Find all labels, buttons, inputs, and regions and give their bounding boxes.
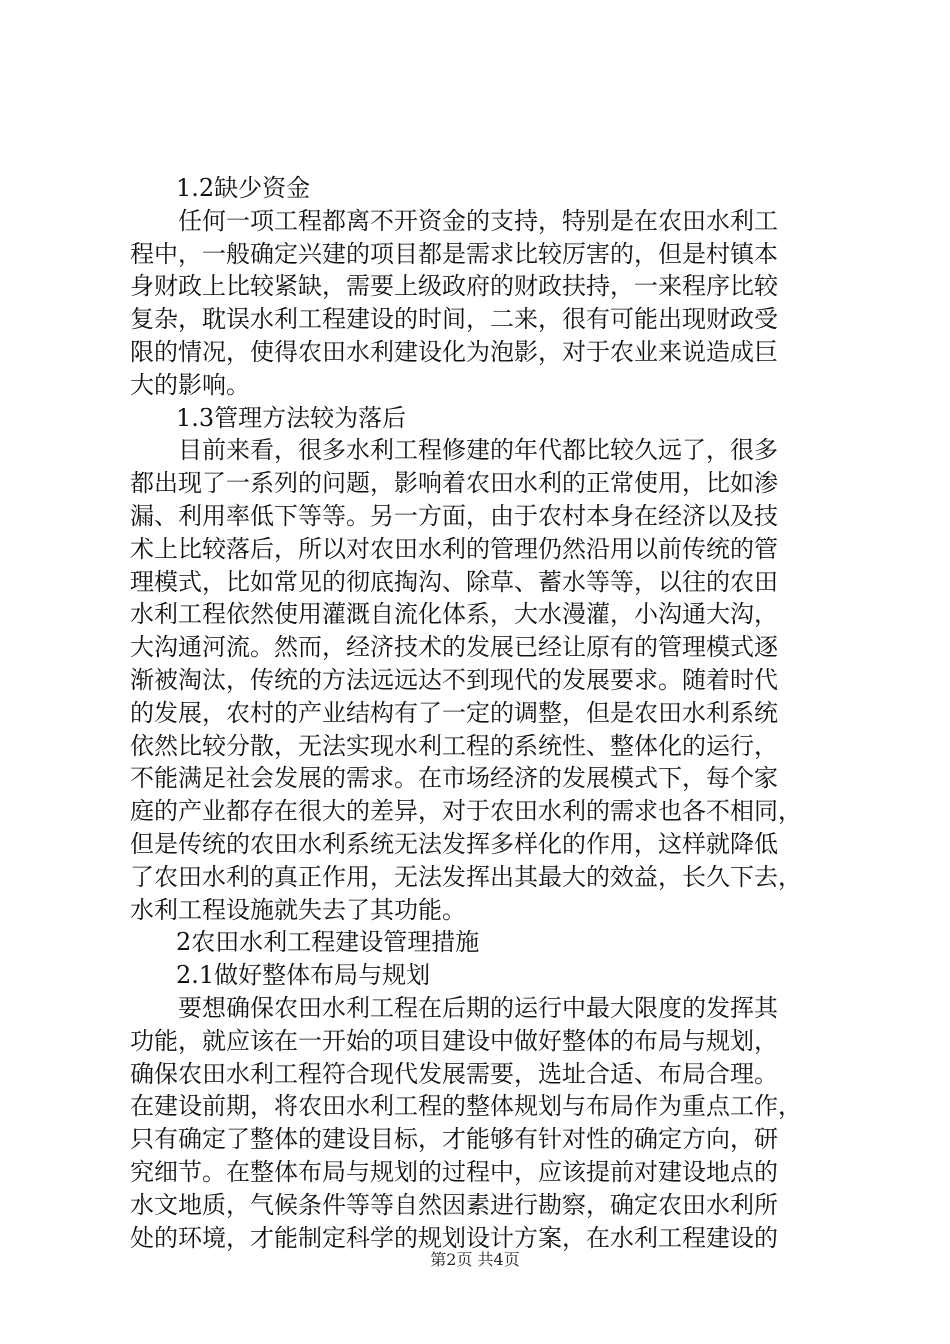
- text-line: 庭的产业都存在很大的差异，对于农田水利的需求也各不相同，: [130, 797, 802, 826]
- document-body: [130, 172, 830, 1254]
- text-line: 都出现了一系列的问题，影响着农田水利的正常使用，比如渗: [130, 469, 778, 498]
- text-line: 术上比较落后，所以对农田水利的管理仍然沿用以前传统的管: [130, 534, 778, 563]
- text-line: 了农田水利的真正作用，无法发挥出其最大的效益，长久下去，: [130, 862, 802, 891]
- text-line: 水利工程设施就失去了其功能。: [130, 895, 466, 924]
- page-footer: 第2页 共4页: [430, 1250, 520, 1269]
- section-heading: 1.2缺少资金: [176, 174, 311, 202]
- text-line: 程中，一般确定兴建的项目都是需求比较厉害的，但是村镇本: [130, 239, 778, 268]
- text-line: 在建设前期，将农田水利工程的整体规划与布局作为重点工作，: [130, 1092, 802, 1121]
- section-heading: 2农田水利工程建设管理措施: [176, 928, 480, 957]
- text-line: 复杂，耽误水利工程建设的时间，二来，很有可能出现财政受: [130, 305, 778, 334]
- text-line: 究细节。在整体布局与规划的过程中，应该提前对建设地点的: [130, 1157, 778, 1186]
- text-line: 理模式，比如常见的彻底掏沟、除草、蓄水等等，以往的农田: [130, 567, 778, 596]
- text-line: 不能满足社会发展的需求。在市场经济的发展模式下，每个家: [130, 764, 778, 793]
- section-heading: 2.1做好整体布局与规划: [176, 961, 431, 990]
- text-line: 任何一项工程都离不开资金的支持，特别是在农田水利工: [178, 206, 778, 235]
- text-line: 身财政上比较紧缺，需要上级政府的财政扶持，一来程序比较: [130, 272, 778, 301]
- text-line: 依然比较分散，无法实现水利工程的系统性、整体化的运行，: [130, 731, 778, 760]
- text-line: 功能，就应该在一开始的项目建设中做好整体的布局与规划，: [130, 1026, 778, 1055]
- text-line: 确保农田水利工程符合现代发展需要，选址合适、布局合理。: [130, 1059, 778, 1088]
- text-line: 只有确定了整体的建设目标，才能够有针对性的确定方向，研: [130, 1125, 778, 1154]
- text-line: 处的环境，才能制定科学的规划设计方案，在水利工程建设的: [130, 1223, 778, 1252]
- text-line: 渐被淘汰，传统的方法远远达不到现代的发展要求。随着时代: [130, 665, 778, 694]
- text-line: 大的影响。: [130, 370, 250, 399]
- section-heading: 1.3管理方法较为落后: [176, 403, 407, 432]
- text-line: 限的情况，使得农田水利建设化为泡影，对于农业来说造成巨: [130, 337, 778, 366]
- text-line: 但是传统的农田水利系统无法发挥多样化的作用，这样就降低: [130, 829, 778, 858]
- text-line: 漏、利用率低下等等。另一方面，由于农村本身在经济以及技: [130, 501, 778, 530]
- text-line: 水利工程依然使用灌溉自流化体系，大水漫灌，小沟通大沟，: [130, 600, 778, 629]
- text-line: 的发展，农村的产业结构有了一定的调整，但是农田水利系统: [130, 698, 778, 727]
- text-line: 要想确保农田水利工程在后期的运行中最大限度的发挥其: [178, 993, 778, 1022]
- text-line: 水文地质，气候条件等等自然因素进行勘察，确定农田水利所: [130, 1190, 778, 1219]
- text-line: 目前来看，很多水利工程修建的年代都比较久远了，很多: [178, 436, 778, 465]
- text-line: 大沟通河流。然而，经济技术的发展已经让原有的管理模式逐: [130, 633, 778, 662]
